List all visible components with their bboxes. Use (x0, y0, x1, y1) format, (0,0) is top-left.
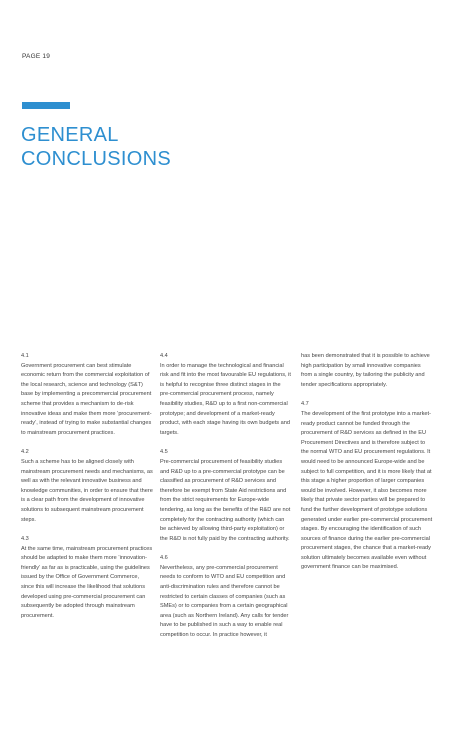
section-number: 4.3 (21, 536, 29, 543)
page-title (21, 123, 171, 171)
section-text: The development of the first prototype into a market-ready product cannot be funded through the procurement of R&D services as defined in the EU Procurement Directives and is therefore subject to the normal WTO and EU procurement regulations. It would need to be announced Europe-wide and be subject to full competition, and it is more likely that at this stage a higher proportion of larger companies would be involved. However, it also becomes more likely that private sector parties will be prepared to fund the further development of prototype solutions generated under earlier pre-commercial procurement stages. By encouraging the identification of such sources of finance during the earlier pre-commercial procurement stages, the chance that a market-ready solution ultimately becomes available even without government finance can be maximised. (301, 410, 433, 571)
section-text: Government procurement can best stimulate economic return from the commercial exploitation of the local research, science and technology (S&T) base by implementing a precommercial procurement scheme that provides a mechanism to de-risk innovative ideas and make them more ‘procurement-ready’, instead of trying to make substantial changes to mainstream procurement practices. (21, 362, 152, 436)
section-4-4 (160, 352, 292, 438)
section-4-7 (301, 400, 433, 573)
accent-bar (22, 102, 70, 109)
title-line-1: GENERAL (21, 124, 119, 146)
section-number: 4.7 (301, 401, 309, 408)
section-4-3 (21, 535, 153, 621)
section-number: 4.5 (160, 449, 168, 456)
section-text: Such a scheme has to be aligned closely with mainstream procurement needs and mechanisms, as well as with the relevant innovative business and knowledge communities, in order to ensure that there is a clear path from the development of innovative solutions to subsequent mainstream procurement steps. (21, 458, 153, 523)
section-number: 4.6 (160, 555, 168, 562)
page-number: PAGE 19 (22, 53, 51, 60)
section-text: has been demonstrated that it is possible to achieve high participation by small innovative companies from a single country, by tailoring the publicity and tender specifications appropriately. (301, 353, 430, 388)
section-text: Nevertheless, any pre-commercial procurement needs to conform to WTO and EU competition and anti-discrimination rules and therefore cannot be restricted to certain classes of companies (such as SMEs) or to companies from a certain geographical area (such as Northern Ireland). Any calls for tender have to be published in such a way to enable real competition to occur. In practice however, it (160, 564, 289, 639)
text-column-1 (21, 352, 153, 631)
section-text: Pre-commercial procurement of feasibility studies and R&D up to a pre-commercial prototype can be classified as procurement of R&D services and therefore be exempt from State Aid restrictions and from the strict requirements for Europe-wide tendering, as long as the benefits of the R&D are not completely for the contracting authority (which can be achieved by allowing third-party exploitation) or the R&D is not fully paid by the contracting authority. (160, 458, 291, 542)
section-number: 4.2 (21, 449, 29, 456)
text-column-3 (301, 352, 433, 583)
section-4-1 (21, 352, 153, 438)
section-4-2 (21, 448, 153, 525)
section-number: 4.1 (21, 353, 29, 359)
text-column-2 (160, 352, 292, 651)
section-4-5 (160, 448, 292, 544)
section-text: In order to manage the technological and financial risk and fit into the most favourable EU regulations, it is helpful to recognise three distinct stages in the pre-commercial procurement process, namely feasibility studies, R&D up to a first non-commercial prototype; and development of a market-ready product, with each stage having its own budgets and targets. (160, 362, 291, 436)
title-line-2: CONCLUSIONS (21, 148, 171, 170)
section-number: 4.4 (160, 353, 168, 359)
section-text: At the same time, mainstream procurement practices should be adapted to make them more ‘innovation-friendly’ as far as is practicable, using the guidelines issued by the Office of Government Commerce, since this will increase the likelihood that solutions developed using pre-commercial procurement can subsequently be adopted through mainstream procurement. (21, 545, 153, 619)
section-4-6-continued (301, 352, 433, 390)
section-4-6 (160, 554, 292, 640)
